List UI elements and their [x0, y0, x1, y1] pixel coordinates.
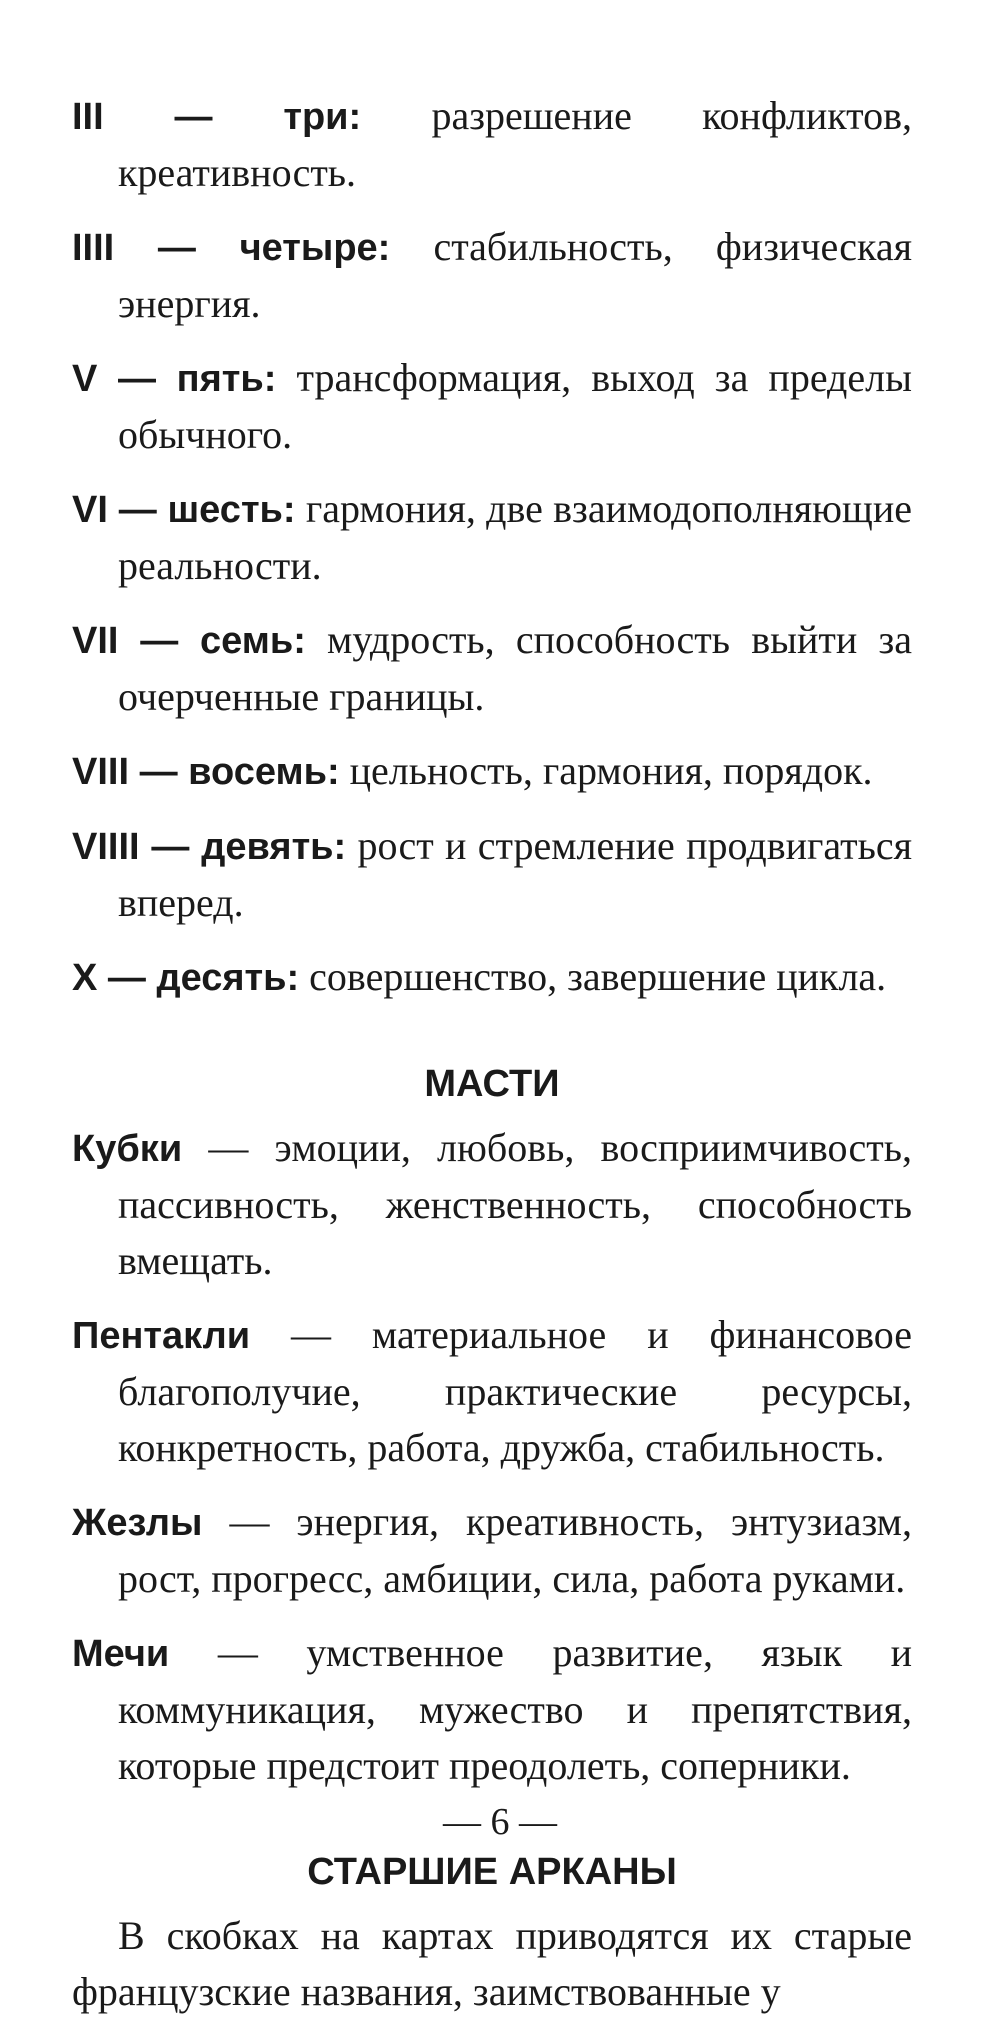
entry-term: Жезлы [72, 1502, 203, 1544]
entry-term: VII — семь: [72, 620, 306, 662]
entry-text: совершенство, завершение цикла. [299, 954, 887, 999]
entry-text: гармония, две взаимодополняющие реальности. [118, 486, 912, 588]
arcana-paragraph: В скобках на картах приводятся их старые французские названия, заимствованные у [72, 1913, 912, 2014]
number-entry-3 [72, 88, 912, 201]
number-entry-5 [72, 350, 912, 463]
entry-term: IIII — четыре: [72, 227, 391, 269]
number-entry-4 [72, 219, 912, 332]
suit-entry-cups [72, 1120, 912, 1289]
entry-term: VI — шесть: [72, 489, 296, 531]
entry-text: цельность, гармония, порядок. [339, 748, 873, 793]
entry-term: VIIII — девять: [72, 826, 347, 868]
number-entry-10 [72, 949, 912, 1006]
number-entry-8 [72, 743, 912, 800]
page-number: — 6 — [443, 1801, 557, 1843]
suit-entry-pentacles [72, 1307, 912, 1476]
suit-entry-swords [72, 1625, 912, 1794]
entry-text: рост и стремление продвигаться вперед. [118, 823, 912, 925]
entry-term: III — три: [72, 96, 362, 138]
entry-term: Пентакли [72, 1315, 251, 1357]
entry-text: разрешение конфликтов, креативность. [118, 93, 912, 195]
entry-text: — эмоции, любовь, восприимчивость, пассивность, женственность, способность вмещать. [118, 1125, 912, 1283]
numbers-list [72, 88, 912, 1006]
number-entry-7 [72, 612, 912, 725]
entry-text: стабильность, физическая энергия. [118, 224, 912, 326]
entry-term: Мечи [72, 1633, 170, 1675]
suit-entry-wands [72, 1494, 912, 1607]
entry-text: мудрость, способность выйти за очерченные границы. [118, 617, 912, 719]
arcana-heading: СТАРШИЕ АРКАНЫ [307, 1851, 677, 1893]
number-entry-9 [72, 818, 912, 931]
entry-text: трансформация, выход за пределы обычного. [118, 355, 912, 457]
number-entry-6 [72, 481, 912, 594]
suits-heading: МАСТИ [424, 1063, 560, 1105]
entry-text: — умственное развитие, язык и коммуникация, мужество и препятствия, которые предстоит преодолеть, соперники. [118, 1630, 912, 1788]
page-content [72, 88, 912, 2020]
entry-term: V — пять: [72, 358, 277, 400]
suits-list [72, 1120, 912, 1794]
entry-term: VIII — восемь: [72, 751, 340, 793]
entry-text: — материальное и финансовое благополучие, практические ресурсы, конкретность, работа, дружба, стабильность. [118, 1312, 912, 1470]
entry-term: X — десять: [72, 957, 300, 999]
entry-text: — энергия, креативность, энтузиазм, рост, прогресс, амбиции, сила, работа руками. [118, 1499, 912, 1601]
entry-term: Кубки [72, 1128, 183, 1170]
